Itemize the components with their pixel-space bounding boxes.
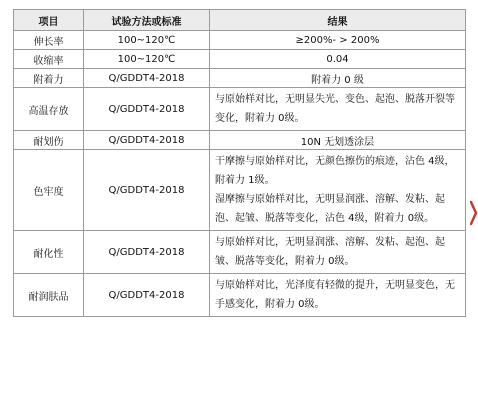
header-result: 结果 [210, 10, 466, 31]
header-item: 项目 [14, 10, 84, 31]
table-row [14, 88, 466, 131]
row-result: 附着力 0 级 [210, 69, 466, 88]
table-header-row [14, 10, 466, 31]
table-row [14, 274, 466, 317]
table-row [14, 131, 466, 150]
header-method: 试验方法或标准 [84, 10, 210, 31]
row-item: 耐化性 [14, 231, 84, 274]
row-item: 耐润肤品 [14, 274, 84, 317]
table-row [14, 31, 466, 50]
row-item: 附着力 [14, 69, 84, 88]
row-method: 100~120℃ [84, 50, 210, 69]
row-method: Q/GDDT4-2018 [84, 69, 210, 88]
row-method: Q/GDDT4-2018 [84, 88, 210, 131]
row-result: 0.04 [210, 50, 466, 69]
row-item: 伸长率 [14, 31, 84, 50]
row-result: 与原始样对比，光泽度有轻微的提升，无明显变色，无手感变化，附着力 0级。 [210, 274, 466, 317]
chevron-right-icon [470, 200, 478, 226]
row-result: 与原始样对比，无明显失光、变色、起泡、脱落开裂等变化，附着力 0级。 [210, 88, 466, 131]
row-result: ≥200%- > 200% [210, 31, 466, 50]
row-item: 耐划伤 [14, 131, 84, 150]
result-paragraph: 湿摩擦与原始样对比，无明显润涨、溶解、发粘、起泡、起皱、脱落等变化，沾色 4级，附着力 0级。 [215, 194, 445, 224]
row-result-multi [210, 150, 466, 231]
row-method: 100~120℃ [84, 31, 210, 50]
row-item: 收缩率 [14, 50, 84, 69]
table-row [14, 150, 466, 231]
table-row [14, 50, 466, 69]
result-paragraph: 干摩擦与原始样对比，无颜色擦伤的痕迹，沾色 4级，附着力 1级。 [215, 156, 455, 186]
row-item: 高温存放 [14, 88, 84, 131]
row-result: 10N 无划透涂层 [210, 131, 466, 150]
row-item: 色牢度 [14, 150, 84, 231]
row-method: Q/GDDT4-2018 [84, 131, 210, 150]
table-row [14, 231, 466, 274]
row-method: Q/GDDT4-2018 [84, 150, 210, 231]
row-method: Q/GDDT4-2018 [84, 274, 210, 317]
table-row [14, 69, 466, 88]
row-method: Q/GDDT4-2018 [84, 231, 210, 274]
row-result: 与原始样对比，无明显润涨、溶解、发粘、起泡、起皱、脱落等变化，附着力 0级。 [210, 231, 466, 274]
results-table [13, 9, 466, 317]
